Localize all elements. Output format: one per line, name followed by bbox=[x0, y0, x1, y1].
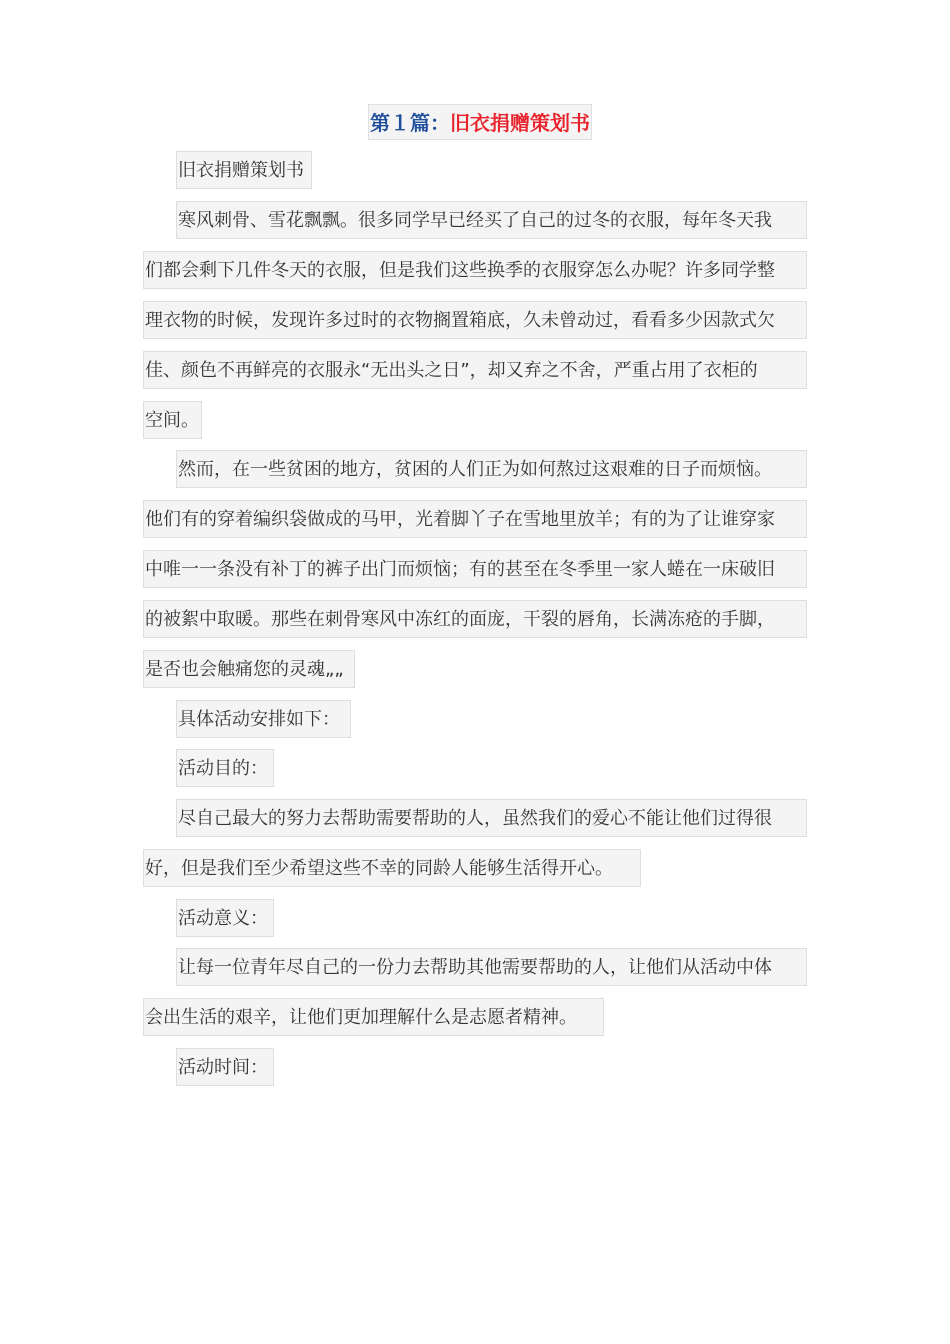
significance-line-1: 让每一位青年尽自己的一份力去帮助其他需要帮助的人，让他们从活动中体 bbox=[176, 948, 807, 986]
significance-heading: 活动意义： bbox=[176, 899, 274, 937]
purpose-line-2: 好，但是我们至少希望这些不幸的同龄人能够生活得开心。 bbox=[143, 849, 641, 887]
time-heading: 活动时间： bbox=[176, 1048, 274, 1086]
title-number: 第１篇： bbox=[370, 111, 450, 135]
paragraph-1-line-2: 们都会剩下几件冬天的衣服，但是我们这些换季的衣服穿怎么办呢？许多同学整 bbox=[143, 251, 807, 289]
paragraph-2-line-5: 是否也会触痛您的灵魂„„ bbox=[143, 650, 355, 688]
arrangement-heading: 具体活动安排如下： bbox=[176, 700, 351, 738]
paragraph-1-line-4: 佳、颜色不再鲜亮的衣服永“无出头之日”，却又弃之不舍，严重占用了衣柜的 bbox=[143, 351, 807, 389]
paragraph-2-line-3: 中唯一一条没有补丁的裤子出门而烦恼；有的甚至在冬季里一家人蜷在一床破旧 bbox=[143, 550, 807, 588]
paragraph-2-line-2: 他们有的穿着编织袋做成的马甲，光着脚丫子在雪地里放羊；有的为了让谁穿家 bbox=[143, 500, 807, 538]
significance-line-2: 会出生活的艰辛，让他们更加理解什么是志愿者精神。 bbox=[143, 998, 604, 1036]
paragraph-1-line-1: 寒风刺骨、雪花飘飘。很多同学早已经买了自己的过冬的衣服，每年冬天我 bbox=[176, 201, 807, 239]
purpose-heading: 活动目的： bbox=[176, 749, 274, 787]
document-title bbox=[368, 104, 592, 140]
purpose-line-1: 尽自己最大的努力去帮助需要帮助的人，虽然我们的爱心不能让他们过得很 bbox=[176, 799, 807, 837]
title-name: 旧衣捐赠策划书 bbox=[450, 111, 590, 135]
paragraph-1-line-5: 空间。 bbox=[143, 401, 202, 439]
paragraph-1-line-3: 理衣物的时候，发现许多过时的衣物搁置箱底，久未曾动过，看看多少因款式欠 bbox=[143, 301, 807, 339]
paragraph-2-line-4: 的被絮中取暖。那些在刺骨寒风中冻红的面庞，干裂的唇角，长满冻疮的手脚， bbox=[143, 600, 807, 638]
subtitle-line: 旧衣捐赠策划书 bbox=[176, 151, 312, 189]
paragraph-2-line-1: 然而，在一些贫困的地方，贫困的人们正为如何熬过这艰难的日子而烦恼。 bbox=[176, 450, 807, 488]
